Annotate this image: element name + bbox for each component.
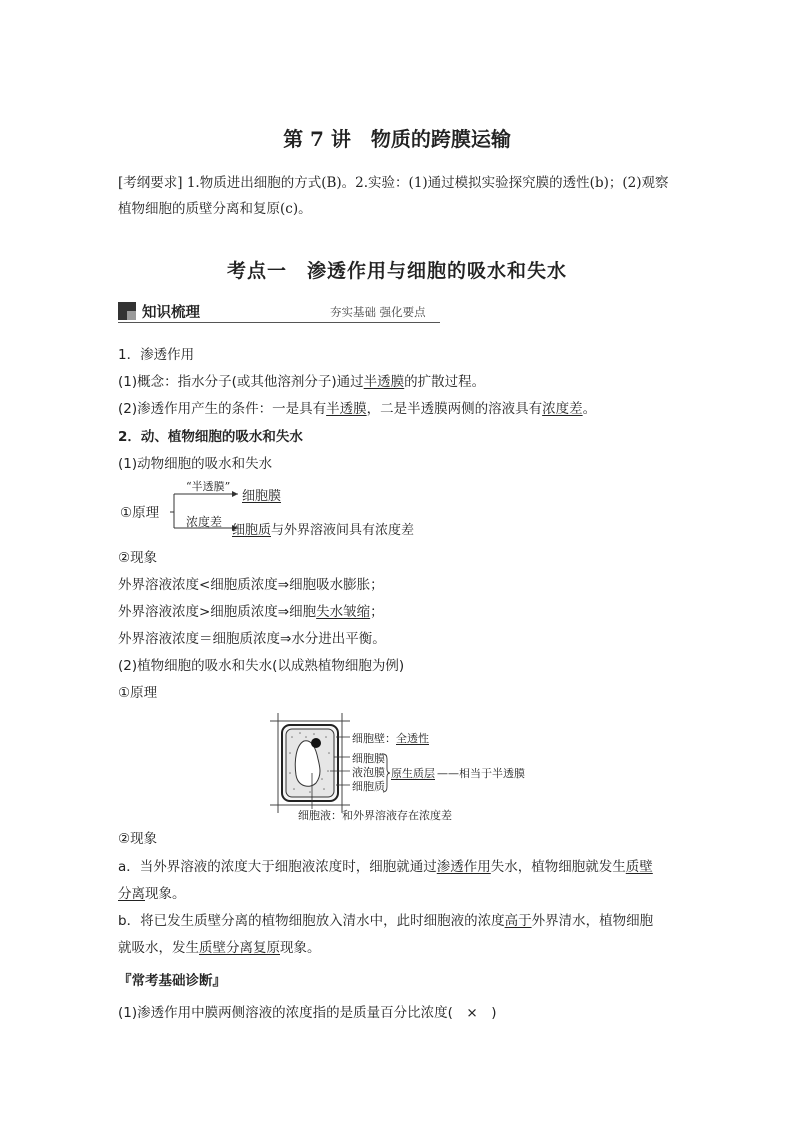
cond-text-mid: ，二是半透膜两侧的溶液具有 [366, 401, 543, 417]
b-line2-text: 就吸水，发生 [118, 940, 199, 956]
a-text-end: 现象。 [145, 886, 186, 902]
item1-concept [118, 373, 485, 391]
a-underline-1: 渗透作用 [436, 859, 491, 875]
plant-cell-diagram [270, 713, 530, 825]
label-leader-lines [330, 727, 350, 787]
phen-line-1: 外界溶液浓度<细胞质浓度⇒细胞吸水膨胀； [118, 577, 384, 593]
a-text: a．当外界溶液的浓度大于细胞液浓度时，细胞就通过 [118, 859, 437, 875]
plant-phenomenon-label: ②现象 [118, 831, 158, 847]
diagnosis-q1: (1)渗透作用中膜两侧溶液的浓度指的是质量百分比浓度( × ) [118, 1005, 497, 1021]
requirements-tag: [考纲要求] [118, 175, 183, 191]
plant-phen-a-line-2 [118, 885, 186, 903]
diagnosis-heading: 『常考基础诊断』 [118, 973, 226, 989]
item1-condition [118, 400, 596, 418]
phen-line-2 [118, 603, 384, 621]
cytoplasm-label: 细胞质 [352, 780, 385, 793]
arrow2-target-underline: 细胞质 [232, 523, 272, 538]
principle-label: ①原理 [120, 505, 160, 521]
arrow2-label: 浓度差 [186, 515, 223, 529]
b-text-mid: 外界清水，植物细胞 [531, 913, 654, 929]
item2-heading: 2．动、植物细胞的吸水和失水 [118, 429, 303, 445]
wall-label [352, 730, 429, 746]
protoplast-layer-label: 原生质层 [391, 767, 435, 780]
banner-label: 知识梳理 [142, 305, 200, 321]
b-text: b．将已发生质壁分离的植物细胞放入清水中，此时细胞液的浓度 [118, 913, 505, 929]
cond-text-end: 。 [582, 401, 597, 417]
concept-text: (1)概念：指水分子(或其他溶剂分子)通过 [118, 374, 364, 390]
requirements-line-1 [118, 174, 668, 192]
arrow2-target [232, 522, 414, 540]
phen-line-3: 外界溶液浓度＝细胞质浓度⇒水分进出平衡。 [118, 631, 386, 647]
vacuole-membrane-label: 液泡膜 [352, 766, 385, 779]
plant-heading: (2)植物细胞的吸水和失水(以成熟植物细胞为例) [118, 658, 405, 674]
wall-label-text: 细胞壁： [352, 732, 396, 745]
cond-underline-2: 浓度差 [542, 401, 583, 417]
cond-text: (2)渗透作用产生的条件：一是具有 [118, 401, 327, 417]
arrow2-target-rest: 与外界溶液间具有浓度差 [271, 523, 415, 538]
banner-right-text: 夯实基础 强化要点 [330, 305, 426, 319]
square-block-icon [118, 302, 136, 320]
banner-underline [118, 322, 440, 323]
plant-principle-label: ①原理 [118, 685, 158, 701]
equivalent-label: ——相当于半透膜 [437, 767, 525, 780]
wall-label-underline: 全透性 [396, 732, 429, 745]
item1-heading: 1．渗透作用 [118, 347, 195, 363]
b-underline-2: 质壁分离复原 [199, 940, 280, 956]
concept-text-end: 的扩散过程。 [404, 374, 486, 390]
requirements-text-1: 1.物质进出细胞的方式(B)。2.实验：(1)通过模拟实验探究膜的透性(b)；(2)观察 [186, 175, 669, 191]
phen2-end: ； [370, 604, 384, 620]
phenomenon-label: ②现象 [118, 550, 158, 566]
requirements-line-2: 植物细胞的质壁分离和复原(c)。 [118, 201, 312, 217]
concept-underline: 半透膜 [363, 374, 405, 390]
arrow1-label: “半透膜” [186, 480, 231, 493]
a-underline-3: 分离 [118, 886, 145, 902]
plant-phen-b-line-1 [118, 912, 653, 930]
a-text-mid: 失水，植物细胞就发生 [490, 859, 626, 875]
phen2-underline: 失水皱缩 [316, 604, 371, 620]
cond-underline-1: 半透膜 [326, 401, 367, 417]
a-underline-2: 质壁 [625, 859, 653, 875]
plant-phen-a-line-1 [118, 858, 653, 876]
phen2-text: 外界溶液浓度>细胞质浓度⇒细胞 [118, 604, 317, 620]
knowledge-banner [118, 300, 440, 326]
plant-phen-b-line-2 [118, 939, 321, 957]
page-title: 第 7 讲 物质的跨膜运输 [283, 127, 511, 151]
brace-icon [382, 753, 390, 793]
animal-principle-diagram [118, 478, 438, 540]
membrane-label: 细胞膜 [352, 752, 385, 765]
b-underline-1: 高于 [504, 913, 532, 929]
b-text-end: 现象。 [280, 940, 321, 956]
cell-sap-label: 细胞液：和外界溶液存在浓度差 [298, 809, 452, 822]
animal-heading: (1)动物细胞的吸水和失水 [118, 456, 273, 472]
arrow1-target: 细胞膜 [242, 489, 282, 504]
section-title: 考点一 渗透作用与细胞的吸水和失水 [226, 260, 567, 282]
